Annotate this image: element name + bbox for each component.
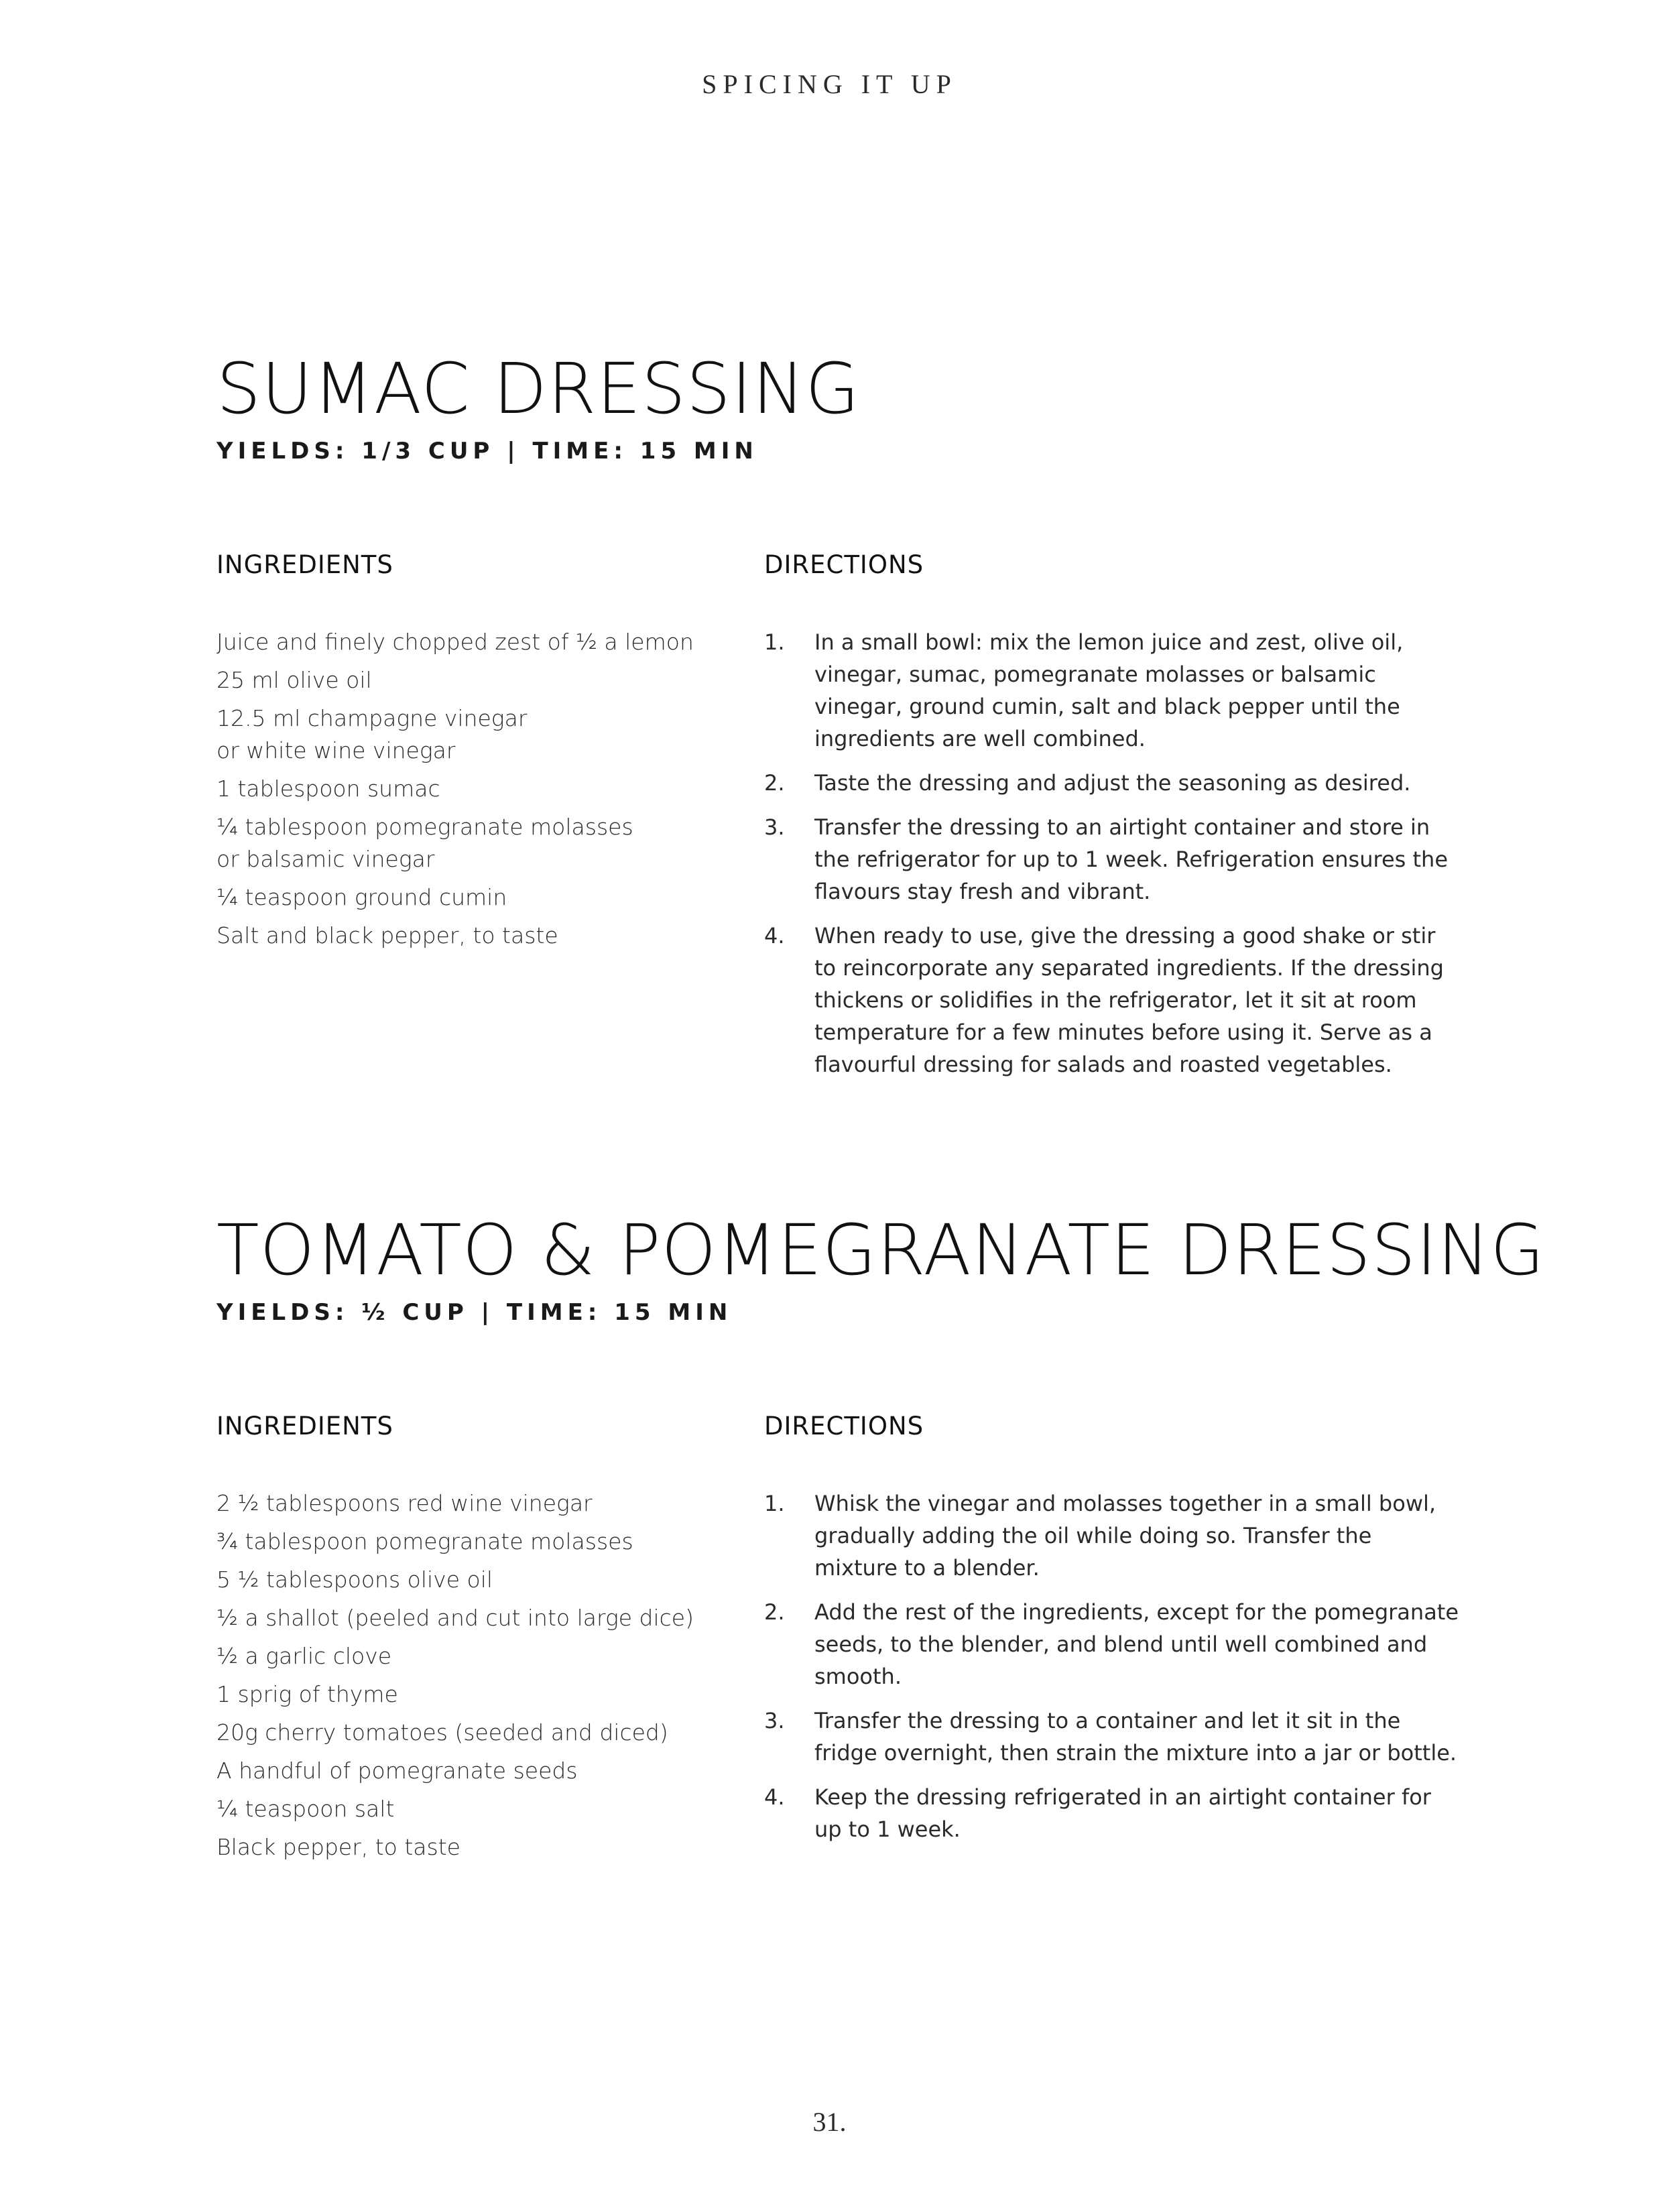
ingredient-item: ¼ teaspoon ground cumin <box>217 884 507 910</box>
ingredient-item: Salt and black pepper, to taste <box>217 922 558 948</box>
step-text: Add the rest of the ingredients, except for the pomegranate seeds, to the blender, and blend until well combined and smooth. <box>814 1599 1459 1689</box>
recipe-tomato-pomegranate-dressing <box>217 1209 1545 1860</box>
recipe-meta: YIELDS: ½ CUP | TIME: 15 MIN <box>217 1299 733 1326</box>
page-number: 31. <box>812 2107 847 2137</box>
direction-step <box>764 626 1461 755</box>
direction-step <box>764 1487 1461 1584</box>
ingredient-item: ¼ teaspoon salt <box>217 1796 395 1822</box>
step-number: 3. <box>764 814 785 840</box>
ingredient-item: 12.5 ml champagne vinegar or white wine vinegar <box>217 705 528 763</box>
recipe-sumac-dressing <box>217 348 1463 1077</box>
ingredient-item: ½ a shallot (peeled and cut into large dice) <box>217 1605 694 1631</box>
direction-step <box>764 811 1461 908</box>
running-head: SPICING IT UP <box>702 69 957 99</box>
ingredients-heading: INGREDIENTS <box>217 550 393 579</box>
step-text: In a small bowl: mix the lemon juice and zest, olive oil, vinegar, sumac, pomegranate molasses or balsamic vinegar, ground cumin, salt and black pepper until the ingredients are well combined. <box>814 629 1404 751</box>
step-number: 1. <box>764 629 785 655</box>
ingredient-item: 2 ½ tablespoons red wine vinegar <box>217 1490 593 1516</box>
ingredient-item: 25 ml olive oil <box>217 667 372 693</box>
ingredient-item: ¾ tablespoon pomegranate molasses <box>217 1528 633 1554</box>
directions-column <box>764 1412 1461 1857</box>
direction-step <box>764 920 1461 1081</box>
directions-heading: DIRECTIONS <box>764 550 924 579</box>
step-text: Whisk the vinegar and molasses together in a small bowl, gradually adding the oil while doing so. Transfer the mixture to a blender. <box>814 1491 1436 1581</box>
step-text: Transfer the dressing to a container and let it sit in the fridge overnight, then strain the mixture into a jar or bottle. <box>814 1708 1457 1766</box>
direction-step <box>764 1596 1461 1693</box>
direction-step <box>764 767 1461 799</box>
step-number: 2. <box>764 770 785 796</box>
ingredients-heading: INGREDIENTS <box>217 1412 393 1440</box>
direction-list <box>764 1487 1461 1845</box>
ingredient-item: A handful of pomegranate seeds <box>217 1758 578 1784</box>
ingredient-item: ¼ tablespoon pomegranate molasses or balsamic vinegar <box>217 814 633 872</box>
step-number: 1. <box>764 1491 785 1516</box>
ingredient-list <box>217 626 726 952</box>
step-text: Keep the dressing refrigerated in an airtight container for up to 1 week. <box>814 1784 1431 1842</box>
ingredient-item: 5 ½ tablespoons olive oil <box>217 1566 493 1593</box>
directions-heading: DIRECTIONS <box>764 1412 924 1440</box>
ingredient-item: Juice and finely chopped zest of ½ a lemon <box>217 629 694 655</box>
direction-list <box>764 626 1461 1081</box>
step-number: 4. <box>764 923 785 948</box>
recipe-title: TOMATO & POMEGRANATE DRESSING <box>217 1209 1545 1291</box>
ingredient-item: ½ a garlic clove <box>217 1643 392 1669</box>
ingredient-item: 1 sprig of thyme <box>217 1681 398 1707</box>
step-number: 4. <box>764 1784 785 1810</box>
ingredient-list <box>217 1487 726 1863</box>
recipe-meta: YIELDS: 1/3 CUP | TIME: 15 MIN <box>217 438 758 465</box>
step-text: Taste the dressing and adjust the seasoning as desired. <box>814 770 1411 796</box>
ingredient-item: 20g cherry tomatoes (seeded and diced) <box>217 1719 668 1745</box>
step-number: 3. <box>764 1708 785 1733</box>
direction-step <box>764 1705 1461 1769</box>
step-text: When ready to use, give the dressing a good shake or stir to reincorporate any separated ingredients. If the dressing thickens or solidifies in the refrigerator, let it sit at room temperature for a few minutes before using it. Serve as a flavourful dressing for salads and roasted vegetables. <box>814 923 1444 1077</box>
ingredients-column <box>217 550 726 958</box>
step-text: Transfer the dressing to an airtight container and store in the refrigerator for up to 1 week. Refrigeration ensures the flavours stay fresh and vibrant. <box>814 814 1448 904</box>
ingredient-item: Black pepper, to taste <box>217 1834 460 1860</box>
directions-column <box>764 550 1461 1093</box>
direction-step <box>764 1781 1461 1845</box>
recipe-title: SUMAC DRESSING <box>217 348 861 430</box>
ingredient-item: 1 tablespoon sumac <box>217 776 440 802</box>
step-number: 2. <box>764 1599 785 1625</box>
ingredients-column <box>217 1412 726 1869</box>
